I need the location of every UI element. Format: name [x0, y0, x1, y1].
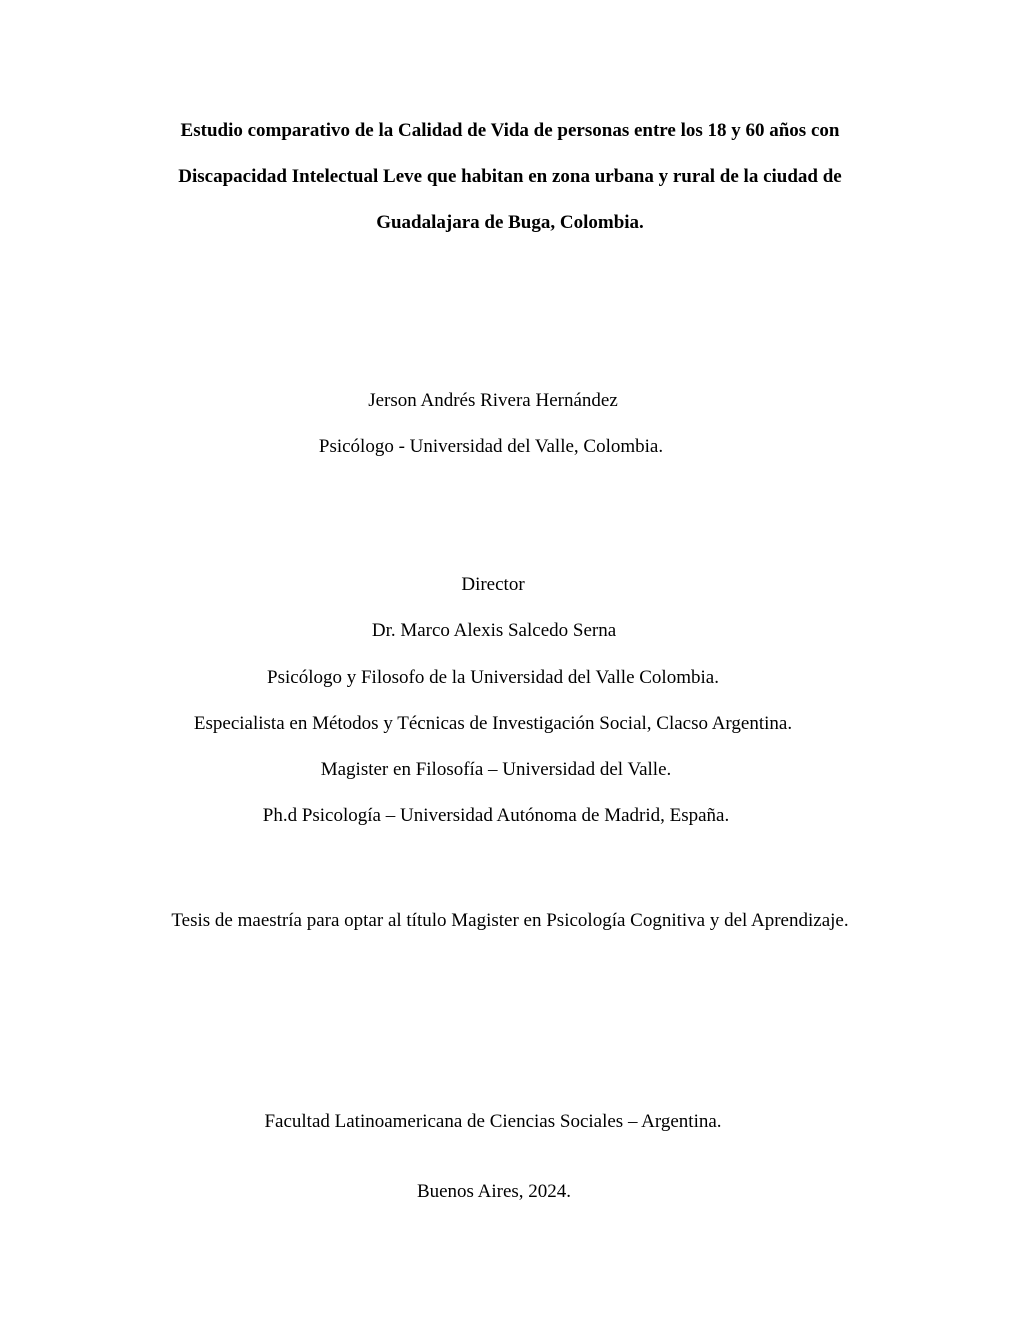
thesis-title-line-1: Estudio comparativo de la Calidad de Vida de personas entre los 18 y 60 años con — [180, 120, 840, 141]
director-label: Director — [461, 574, 525, 595]
director-credential-2: Especialista en Métodos y Técnicas de Investigación Social, Clacso Argentina. — [193, 713, 793, 734]
author-credential: Psicólogo - Universidad del Valle, Colombia. — [318, 436, 664, 457]
thesis-title-line-2: Discapacidad Intelectual Leve que habitan en zona urbana y rural de la ciudad de — [178, 166, 842, 187]
institution: Facultad Latinoamericana de Ciencias Sociales – Argentina. — [264, 1111, 722, 1132]
thesis-title-line-3: Guadalajara de Buga, Colombia. — [376, 212, 644, 233]
place-date: Buenos Aires, 2024. — [416, 1181, 572, 1202]
director-credential-1: Psicólogo y Filosofo de la Universidad del Valle Colombia. — [267, 667, 719, 688]
director-credential-3: Magister en Filosofía – Universidad del Valle. — [320, 759, 672, 780]
thesis-statement: Tesis de maestría para optar al título Magister en Psicología Cognitiva y del Aprendizaje. — [171, 910, 849, 931]
director-name: Dr. Marco Alexis Salcedo Serna — [371, 620, 617, 641]
director-credential-4: Ph.d Psicología – Universidad Autónoma de Madrid, España. — [262, 805, 730, 826]
author-name: Jerson Andrés Rivera Hernández — [368, 390, 618, 411]
